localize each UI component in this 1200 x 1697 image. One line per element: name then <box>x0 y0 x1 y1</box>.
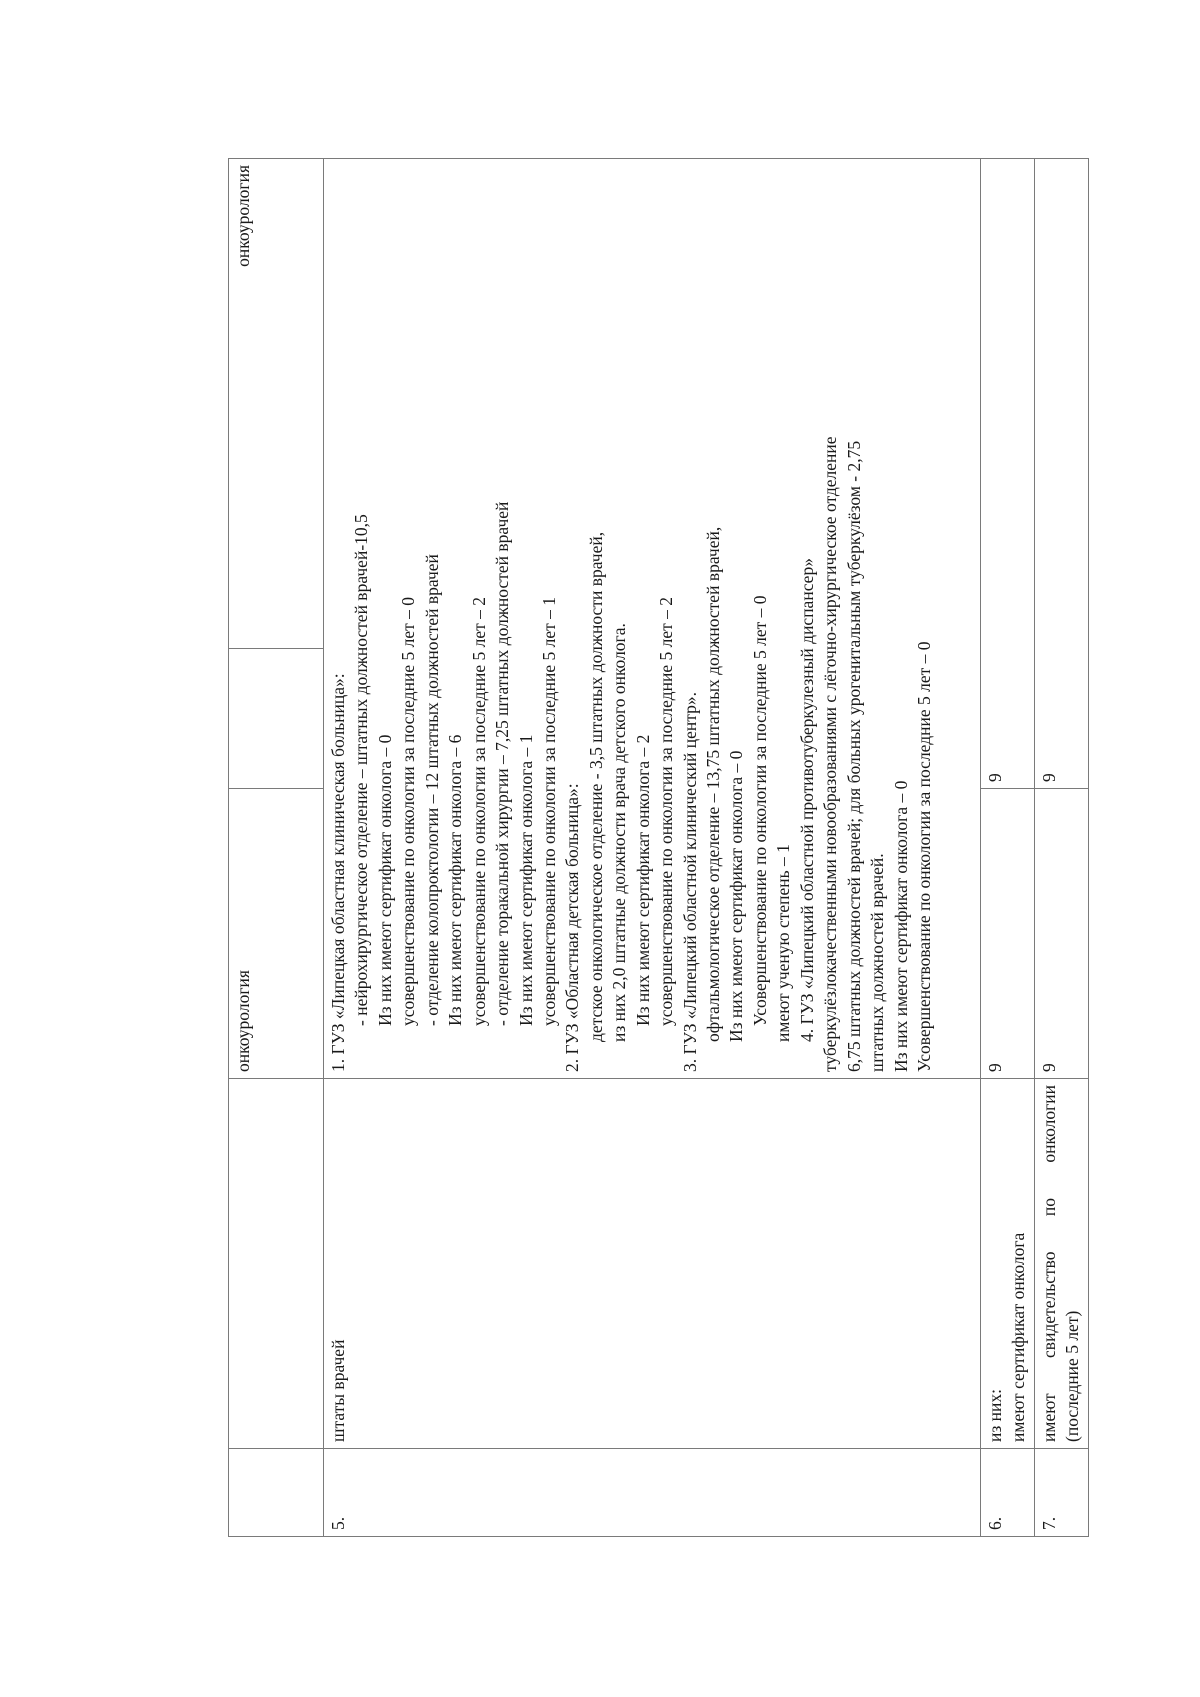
text-line: Из них имеют сертификат онколога – 0 <box>726 750 747 1042</box>
text-line: Из них имеют сертификат онколога – 0 <box>890 780 911 1072</box>
row-label: штаты врачей <box>324 1079 981 1449</box>
text-line: - отделение колопроктологии – 12 штатных должностей врачей <box>421 554 442 1026</box>
text-line: Из них имеют сертификат онколога – 0 <box>374 734 395 1026</box>
text-line: детское онкологическое отделение - 3,5 штатных должности врачей, <box>585 531 606 1042</box>
staff-details <box>324 158 981 1078</box>
hospital-1-title: 1. ГУЗ «Липецкая областная клиническая больница»: <box>328 673 348 1072</box>
rotated-table-container <box>228 159 1088 1537</box>
row-number: 5. <box>324 1449 981 1537</box>
text-line: - отделение торакальной хирургии – 7,25 штатных должностей врачей <box>492 501 513 1026</box>
text-line: - нейрохирургическое отделение – штатных должностей врачей-10,5 <box>351 514 372 1026</box>
text-line: Усовершенствование по онкологии за последние 5 лет – 0 <box>749 595 770 1026</box>
text-line: туберкулёзлокачественными новообразованиями с лёгочно-хирургическое отделение <box>820 436 841 1072</box>
text-line: офтальмологическое отделение – 13,75 штатных должностей врачей, <box>703 526 723 1042</box>
table-row-certified <box>981 158 1035 1536</box>
text-line: усовершенствование по онкологии за последние 5 лет – 2 <box>468 597 489 1026</box>
hospital-2-title: 2. ГУЗ «Областная детская больница»: <box>562 783 583 1072</box>
table-row-training <box>1034 158 1088 1536</box>
text-line: из них 2,0 штатные должности врача детского онколога. <box>609 623 630 1042</box>
table-header-row <box>229 158 324 1536</box>
text-line: Из них имеют сертификат онколога – 1 <box>515 734 536 1026</box>
header-col2 <box>229 158 324 648</box>
text-line: имеют ученую степень – 1 <box>773 844 794 1042</box>
row-number: 7. <box>1034 1449 1088 1537</box>
row-number: 6. <box>981 1449 1035 1537</box>
hospital-3-title: 3. ГУЗ «Липецкий областной клинический центр». <box>679 692 700 1072</box>
header-col1 <box>229 788 324 1078</box>
text-line: штатных должностей врачей. <box>867 853 888 1072</box>
header-label-cell <box>229 1079 324 1449</box>
value-cell-2: 9 <box>1034 158 1088 788</box>
value-cell-1: 9 <box>981 788 1035 1078</box>
header-col1-text: онкоурология <box>233 970 253 1072</box>
value-cell-2: 9 <box>981 158 1035 788</box>
table-row-staff <box>324 158 981 1536</box>
row-label-line: имеют свидетельство по онкологии <box>1038 1085 1059 1442</box>
text-line: усовершенствование по онкологии за последние 5 лет – 1 <box>538 597 559 1026</box>
row-label-line: имеют сертификат онколога <box>1008 1232 1029 1442</box>
header-col2-text: онкоурология <box>233 164 253 267</box>
row-label <box>981 1079 1035 1449</box>
text-line: 6,75 штатных должностей врачей; для больных урогенитальным туберкулёзом - 2,75 <box>843 440 864 1072</box>
header-number-cell <box>229 1449 324 1537</box>
row-label-line: (последние 5 лет) <box>1062 1310 1083 1442</box>
text-line: усовершенствование по онкологии за последние 5 лет – 2 <box>656 597 677 1026</box>
staffing-table <box>228 158 1089 1537</box>
row-label <box>1034 1079 1088 1449</box>
row-label-line: из них: <box>985 1389 1005 1442</box>
value-cell-1: 9 <box>1034 788 1088 1078</box>
text-line: Из них имеют сертификат онколога – 2 <box>632 734 653 1026</box>
header-blank-cell <box>229 648 324 788</box>
text-line: усовершенствование по онкологии за последние 5 лет – 0 <box>398 597 419 1026</box>
text-line: Усовершенствование по онкологии за последние 5 лет – 0 <box>913 641 934 1072</box>
hospital-4-title: 4. ГУЗ «Липецкий областной противотуберкулезный диспансер» <box>796 558 817 1042</box>
text-line: Из них имеют сертификат онколога – 6 <box>445 734 466 1026</box>
